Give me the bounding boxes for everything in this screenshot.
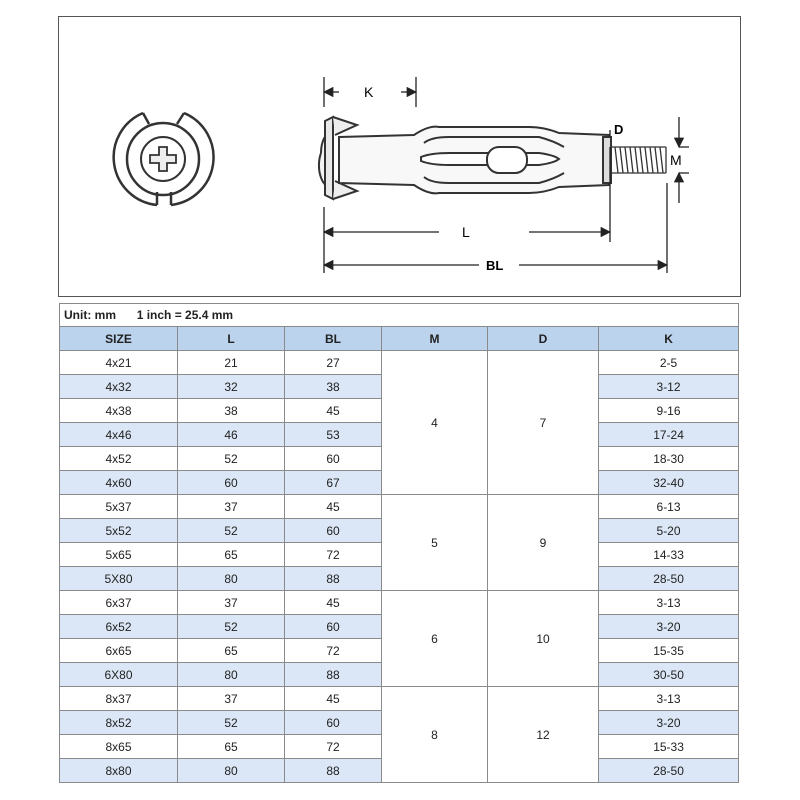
cell-l: 52 <box>178 447 285 471</box>
cell-size: 8x52 <box>60 711 178 735</box>
cell-l: 32 <box>178 375 285 399</box>
cell-bl: 38 <box>285 375 382 399</box>
spec-body <box>60 351 739 783</box>
cell-d: 10 <box>488 591 599 687</box>
cell-bl: 45 <box>285 687 382 711</box>
cell-bl: 72 <box>285 639 382 663</box>
anchor-drawing <box>59 17 742 298</box>
cell-size: 4x60 <box>60 471 178 495</box>
cell-size: 8x65 <box>60 735 178 759</box>
cell-m: 6 <box>382 591 488 687</box>
dim-label-m: M <box>670 152 682 168</box>
cell-size: 8x80 <box>60 759 178 783</box>
cell-m: 4 <box>382 351 488 495</box>
cell-l: 52 <box>178 519 285 543</box>
cell-l: 65 <box>178 543 285 567</box>
cell-size: 6X80 <box>60 663 178 687</box>
cell-size: 4x21 <box>60 351 178 375</box>
cell-l: 65 <box>178 639 285 663</box>
unit-note <box>60 304 739 327</box>
cell-l: 46 <box>178 423 285 447</box>
cell-bl: 45 <box>285 591 382 615</box>
cell-bl: 67 <box>285 471 382 495</box>
cell-k: 2-5 <box>599 351 739 375</box>
cell-size: 4x52 <box>60 447 178 471</box>
cell-l: 65 <box>178 735 285 759</box>
cell-l: 37 <box>178 687 285 711</box>
cell-size: 5x52 <box>60 519 178 543</box>
header-row <box>60 327 739 351</box>
cell-k: 3-12 <box>599 375 739 399</box>
col-header-bl: BL <box>285 327 382 351</box>
cell-bl: 27 <box>285 351 382 375</box>
cell-d: 7 <box>488 351 599 495</box>
cell-bl: 88 <box>285 567 382 591</box>
cell-l: 38 <box>178 399 285 423</box>
cell-k: 9-16 <box>599 399 739 423</box>
cell-k: 28-50 <box>599 759 739 783</box>
cell-size: 4x32 <box>60 375 178 399</box>
cell-k: 28-50 <box>599 567 739 591</box>
cell-l: 52 <box>178 615 285 639</box>
cell-l: 52 <box>178 711 285 735</box>
cell-l: 80 <box>178 567 285 591</box>
col-header-m: M <box>382 327 488 351</box>
cell-l: 60 <box>178 471 285 495</box>
cell-l: 80 <box>178 759 285 783</box>
cell-bl: 88 <box>285 663 382 687</box>
cell-k: 3-13 <box>599 687 739 711</box>
cell-k: 5-20 <box>599 519 739 543</box>
cell-bl: 53 <box>285 423 382 447</box>
dim-label-d: D <box>614 122 624 137</box>
cell-size: 5X80 <box>60 567 178 591</box>
cell-k: 14-33 <box>599 543 739 567</box>
cell-k: 15-33 <box>599 735 739 759</box>
col-header-size: SIZE <box>60 327 178 351</box>
unit-label: Unit: mm <box>64 308 116 322</box>
cell-k: 3-13 <box>599 591 739 615</box>
col-header-k: K <box>599 327 739 351</box>
cell-bl: 45 <box>285 495 382 519</box>
cell-k: 30-50 <box>599 663 739 687</box>
table-row <box>60 591 739 615</box>
head-front-view <box>114 113 214 205</box>
cell-k: 6-13 <box>599 495 739 519</box>
cell-size: 5x37 <box>60 495 178 519</box>
cell-size: 6x65 <box>60 639 178 663</box>
inch-conversion: 1 inch = 25.4 mm <box>136 308 234 322</box>
cell-bl: 45 <box>285 399 382 423</box>
dim-label-bl: BL <box>486 258 504 273</box>
cell-size: 4x46 <box>60 423 178 447</box>
table-row <box>60 495 739 519</box>
cell-k: 18-30 <box>599 447 739 471</box>
cell-size: 6x37 <box>60 591 178 615</box>
cell-size: 4x38 <box>60 399 178 423</box>
cell-l: 37 <box>178 495 285 519</box>
table-row <box>60 351 739 375</box>
cell-d: 12 <box>488 687 599 783</box>
dim-label-k: K <box>364 84 374 100</box>
cell-d: 9 <box>488 495 599 591</box>
cell-size: 8x37 <box>60 687 178 711</box>
cell-bl: 60 <box>285 615 382 639</box>
cell-bl: 72 <box>285 735 382 759</box>
cell-k: 3-20 <box>599 615 739 639</box>
cell-size: 5x65 <box>60 543 178 567</box>
technical-drawing <box>58 16 741 297</box>
cell-bl: 60 <box>285 447 382 471</box>
dim-label-l: L <box>462 224 470 240</box>
spec-table <box>59 303 739 783</box>
cell-k: 17-24 <box>599 423 739 447</box>
col-header-d: D <box>488 327 599 351</box>
cell-l: 80 <box>178 663 285 687</box>
cell-l: 37 <box>178 591 285 615</box>
cell-m: 5 <box>382 495 488 591</box>
cell-k: 15-35 <box>599 639 739 663</box>
cell-bl: 88 <box>285 759 382 783</box>
cell-k: 3-20 <box>599 711 739 735</box>
col-header-l: L <box>178 327 285 351</box>
cell-bl: 60 <box>285 519 382 543</box>
cell-l: 21 <box>178 351 285 375</box>
cell-bl: 60 <box>285 711 382 735</box>
cell-size: 6x52 <box>60 615 178 639</box>
cell-bl: 72 <box>285 543 382 567</box>
unit-row <box>60 304 739 327</box>
table-row <box>60 687 739 711</box>
cell-m: 8 <box>382 687 488 783</box>
cell-k: 32-40 <box>599 471 739 495</box>
